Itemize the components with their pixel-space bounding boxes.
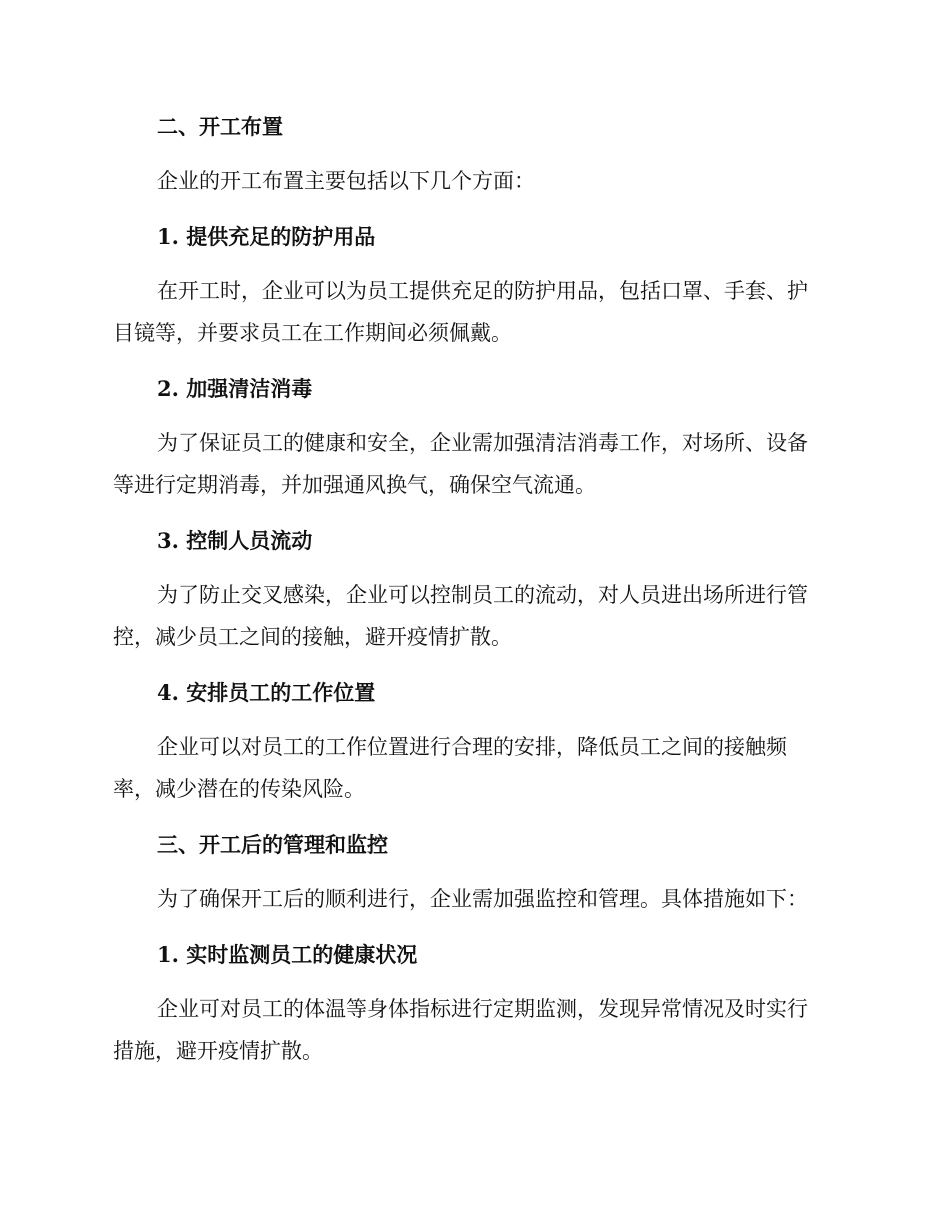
subheading-4: 4. 安排员工的工作位置 xyxy=(157,680,376,705)
subheading-2: 2. 加强清洁消毒 xyxy=(157,376,313,401)
section-heading-3: 三、开工后的管理和监控 xyxy=(157,832,388,857)
subheading-3: 3. 控制人员流动 xyxy=(157,528,313,553)
paragraph-line: 率，减少潜在的传染风险。 xyxy=(113,777,365,801)
paragraph-line: 在开工时，企业可以为员工提供充足的防护用品，包括口罩、手套、护 xyxy=(157,279,808,303)
paragraph-line: 为了确保开工后的顺利进行，企业需加强监控和管理。具体措施如下： xyxy=(157,887,808,911)
paragraph-line: 措施，避开疫情扩散。 xyxy=(113,1039,323,1063)
paragraph-line: 企业的开工布置主要包括以下几个方面： xyxy=(157,169,535,193)
paragraph-line: 等进行定期消毒，并加强通风换气，确保空气流通。 xyxy=(113,473,596,497)
paragraph-line: 企业可以对员工的工作位置进行合理的安排，降低员工之间的接触频 xyxy=(157,735,787,759)
paragraph-line: 目镜等，并要求员工在工作期间必须佩戴。 xyxy=(113,321,512,345)
section-heading-2: 二、开工布置 xyxy=(157,114,283,139)
paragraph-line: 为了保证员工的健康和安全，企业需加强清洁消毒工作，对场所、设备 xyxy=(157,431,808,455)
subheading-5: 1. 实时监测员工的健康状况 xyxy=(157,942,418,967)
paragraph-line: 为了防止交叉感染，企业可以控制员工的流动，对人员进出场所进行管 xyxy=(157,583,808,607)
paragraph-line: 企业可对员工的体温等身体指标进行定期监测，发现异常情况及时实行 xyxy=(157,997,808,1021)
subheading-1: 1. 提供充足的防护用品 xyxy=(157,224,376,249)
paragraph-line: 控，减少员工之间的接触，避开疫情扩散。 xyxy=(113,625,512,649)
